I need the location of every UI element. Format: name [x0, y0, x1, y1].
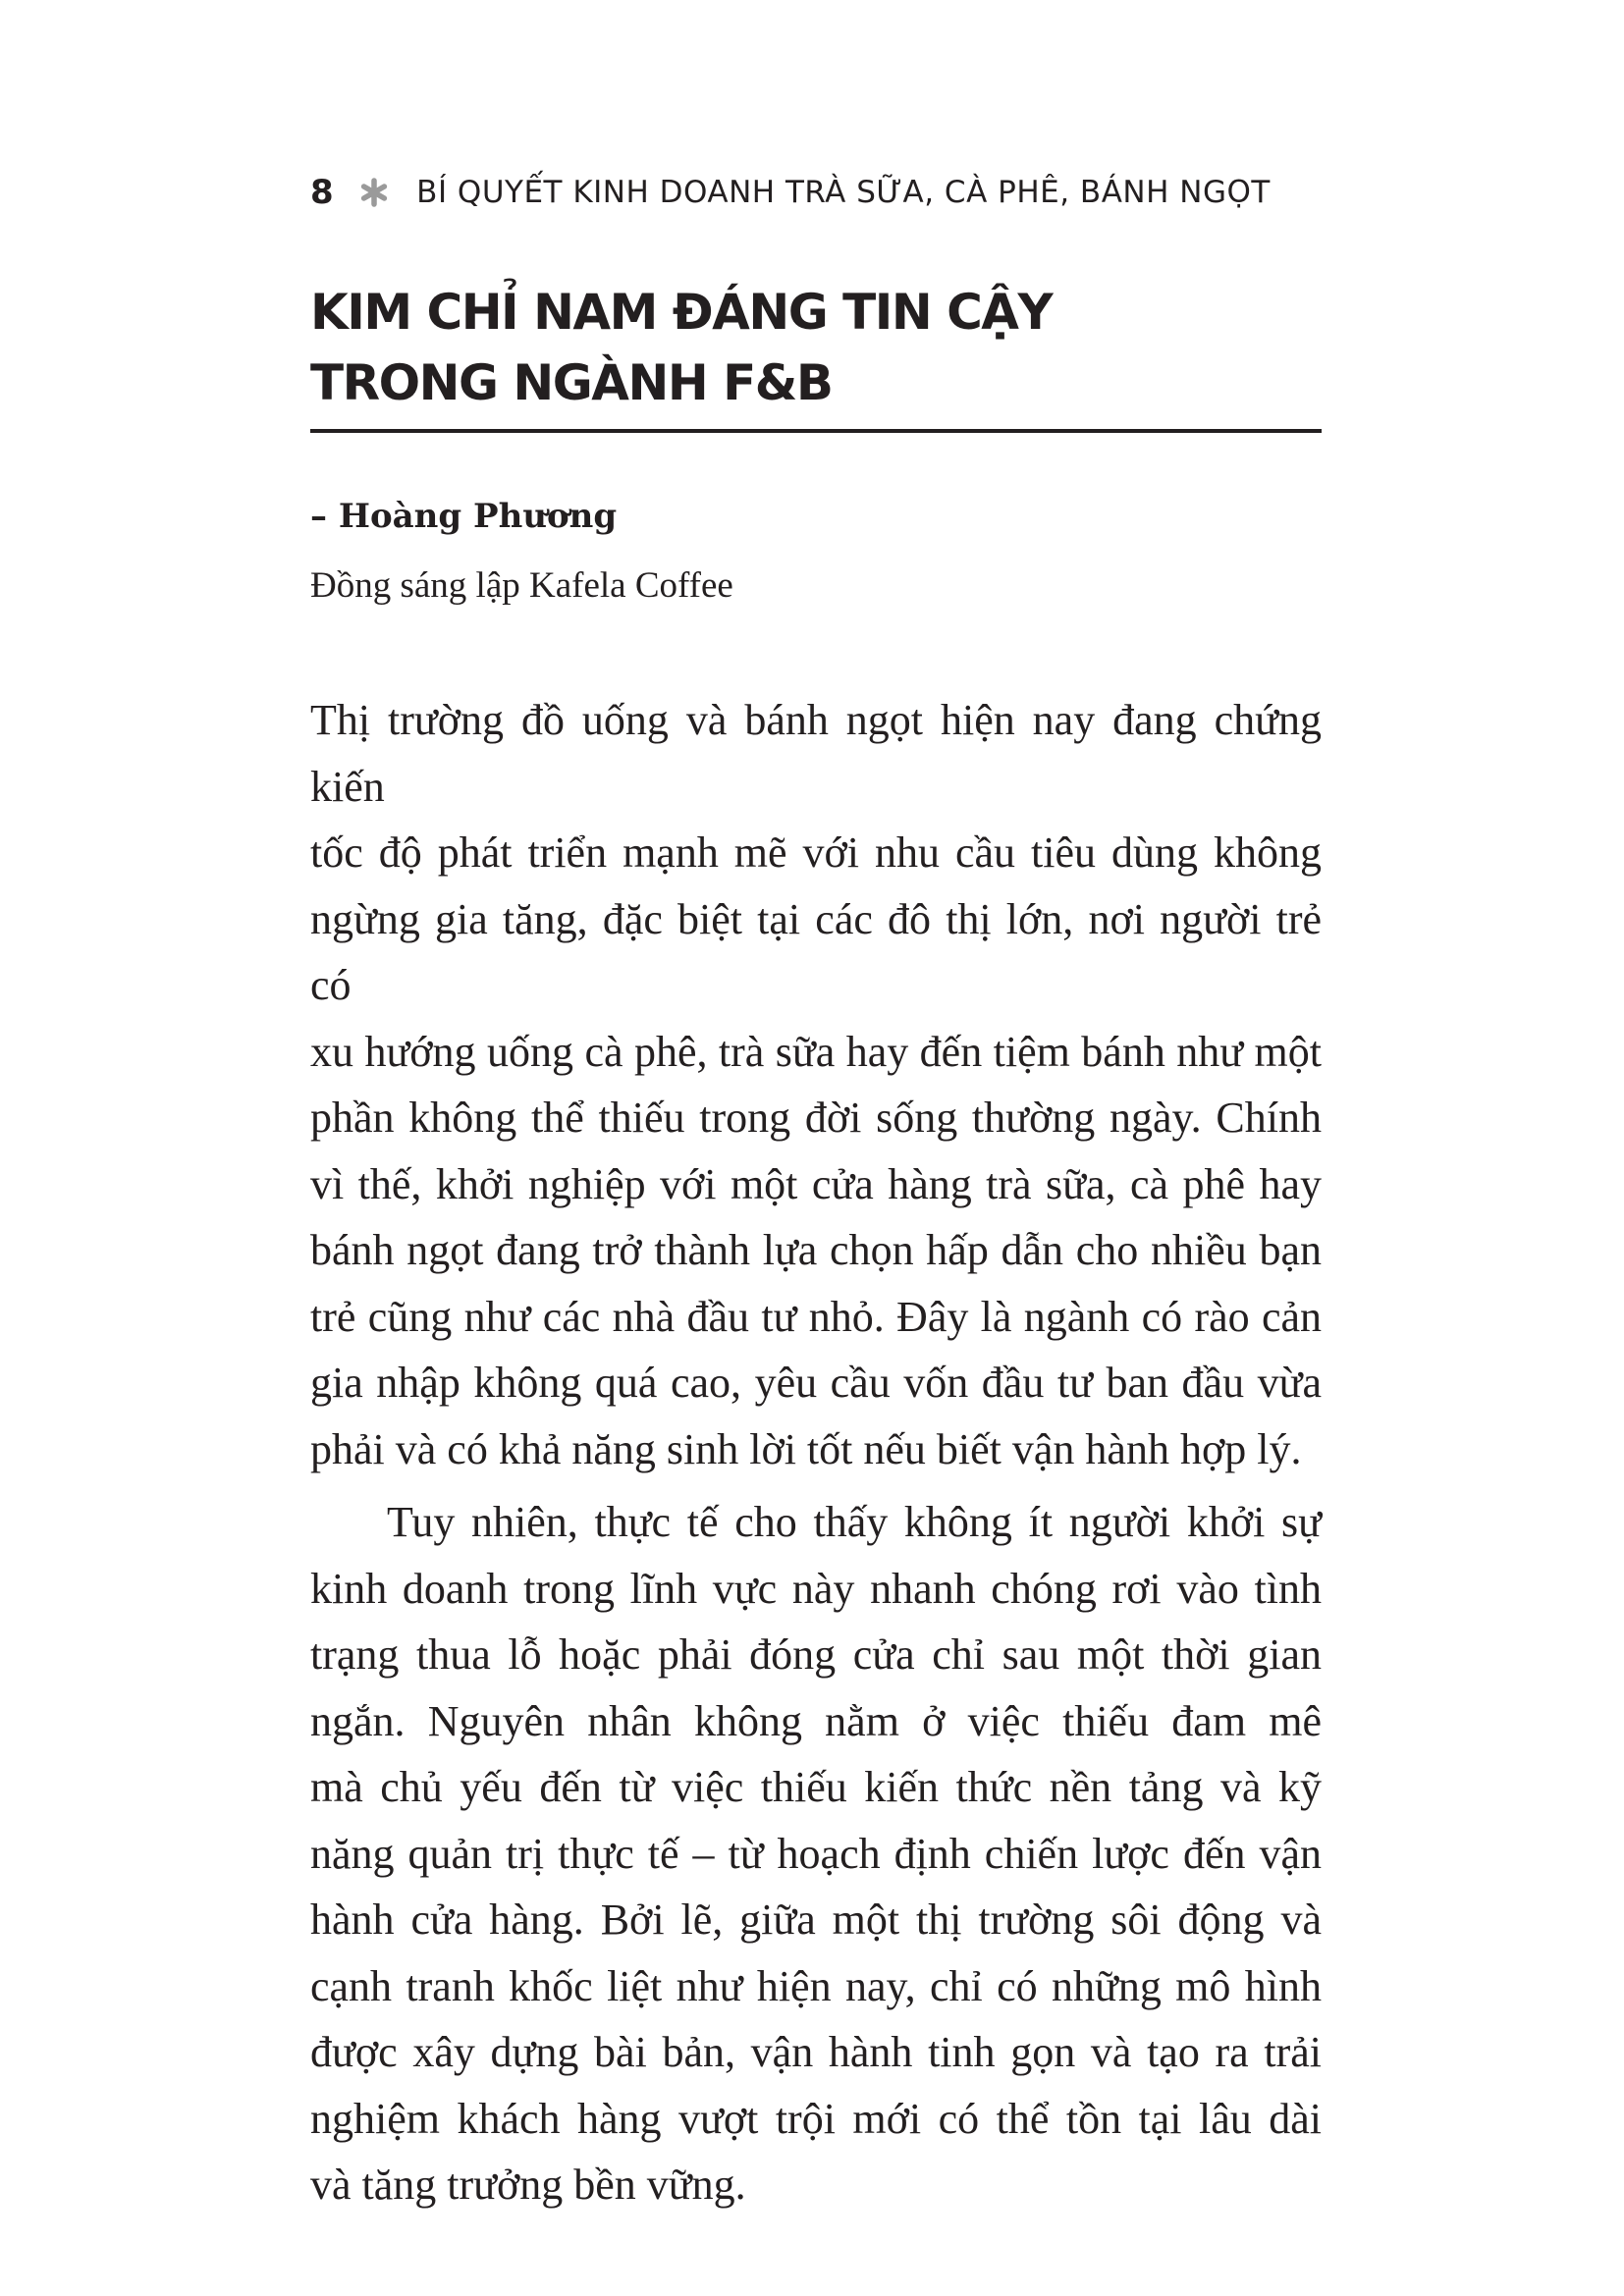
body-line: trẻ cũng như các nhà đầu tư nhỏ. Đây là ngành có rào cản: [310, 1292, 1322, 1341]
body-text: [310, 687, 1322, 2218]
body-line: ngắn. Nguyên nhân không nằm ở việc thiếu đam mê: [310, 1696, 1322, 1745]
body-line: hành cửa hàng. Bởi lẽ, giữa một thị trường sôi động và: [310, 1896, 1322, 1944]
author-role: Đồng sáng lập Kafela Coffee: [310, 565, 733, 606]
body-line: phần không thể thiếu trong đời sống thường ngày. Chính: [310, 1094, 1322, 1142]
body-line: được xây dựng bài bản, vận hành tinh gọn và tạo ra trải: [310, 2028, 1322, 2076]
body-line: mà chủ yếu đến từ việc thiếu kiến thức nền tảng và kỹ: [310, 1763, 1322, 1811]
body-line: kinh doanh trong lĩnh vực này nhanh chóng rơi vào tình: [310, 1564, 1322, 1613]
body-line: ngừng gia tăng, đặc biệt tại các đô thị lớn, nơi người trẻ có: [310, 894, 1322, 1009]
body-line: vì thế, khởi nghiệp với một cửa hàng trà sữa, cà phê hay: [310, 1159, 1322, 1208]
chapter-title-line: KIM CHỈ NAM ĐÁNG TIN CẬY: [310, 284, 1053, 341]
running-header: [310, 173, 1271, 212]
body-line: gia nhập không quá cao, yêu cầu vốn đầu tư ban đầu vừa: [310, 1359, 1322, 1407]
body-line: nghiệm khách hàng vượt trội mới có thể tồn tại lâu dài: [310, 2094, 1322, 2143]
chapter-title: [310, 277, 1322, 418]
chapter-title-line: TRONG NGÀNH F&B: [310, 354, 833, 411]
body-line: bánh ngọt đang trở thành lựa chọn hấp dẫn cho nhiều bạn: [310, 1226, 1322, 1274]
author-name: – Hoàng Phương: [310, 497, 618, 536]
body-line: xu hướng uống cà phê, trà sữa hay đến tiệm bánh như một: [310, 1027, 1322, 1076]
asterisk-icon: [359, 178, 389, 207]
body-line: và tăng trưởng bền vững.: [310, 2161, 746, 2209]
body-line: trạng thua lỗ hoặc phải đóng cửa chỉ sau một thời gian: [310, 1630, 1322, 1679]
page-number: 8: [310, 173, 335, 212]
body-line: tốc độ phát triển mạnh mẽ với nhu cầu tiêu dùng không: [310, 828, 1322, 877]
title-divider: [310, 429, 1322, 433]
body-line: Tuy nhiên, thực tế cho thấy không ít người khởi sự: [387, 1498, 1322, 1546]
body-line: Thị trường đồ uống và bánh ngọt hiện nay đang chứng kiến: [310, 696, 1322, 811]
body-line: cạnh tranh khốc liệt như hiện nay, chỉ có những mô hình: [310, 1961, 1322, 2010]
book-title: BÍ QUYẾT KINH DOANH TRÀ SỮA, CÀ PHÊ, BÁNH NGỌT: [416, 175, 1271, 210]
body-line: năng quản trị thực tế – từ hoạch định chiến lược đến vận: [310, 1829, 1322, 1878]
body-line: phải và có khả năng sinh lời tốt nếu biết vận hành hợp lý.: [310, 1424, 1302, 1473]
